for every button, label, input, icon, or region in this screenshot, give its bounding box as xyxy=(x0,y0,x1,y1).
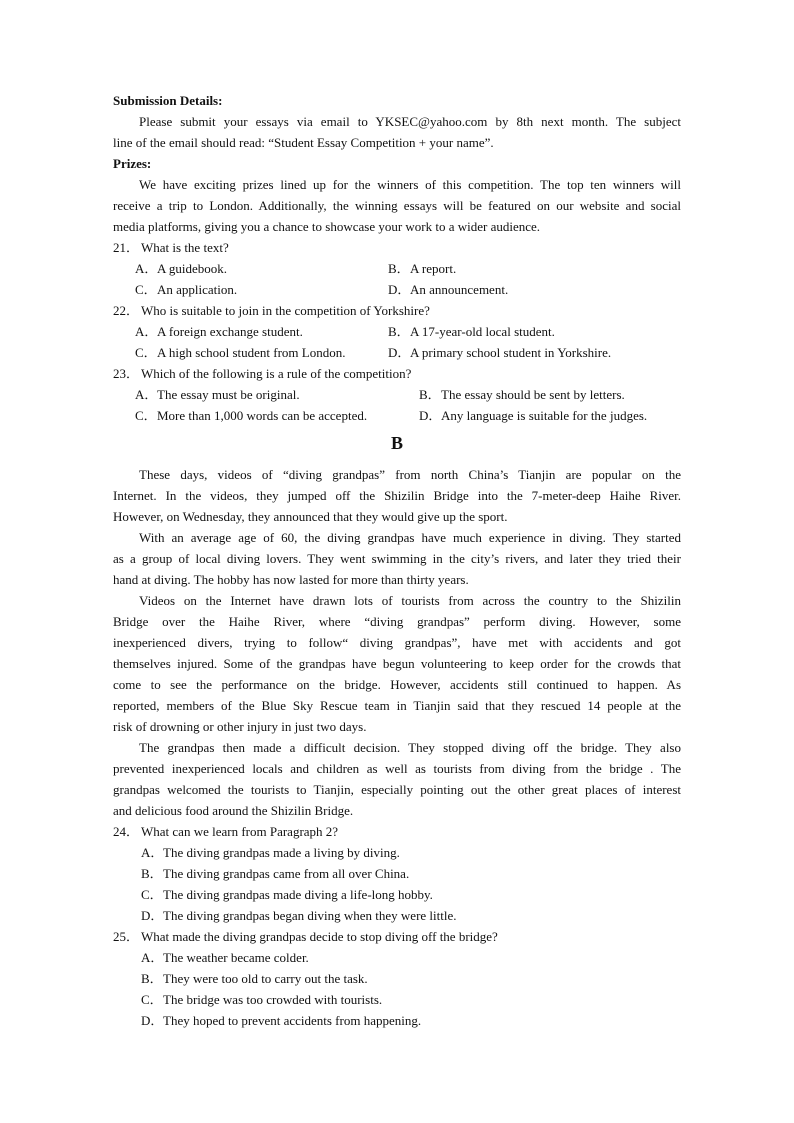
option-text: Any language is suitable for the judges. xyxy=(441,408,648,423)
option-c xyxy=(135,405,367,426)
paragraph-4 xyxy=(113,737,681,821)
option-row xyxy=(113,342,681,363)
option-text: The diving grandpas came from all over China. xyxy=(163,866,410,881)
option-letter: A． xyxy=(141,950,164,965)
question-number: 22． xyxy=(113,303,140,318)
option-text: The weather became colder. xyxy=(163,950,309,965)
section-title: B xyxy=(390,433,403,453)
option-d xyxy=(113,1010,681,1031)
option-text: The diving grandpas began diving when they were little. xyxy=(163,908,457,923)
option-b xyxy=(113,968,681,989)
option-letter: B． xyxy=(388,261,410,276)
paragraph-line: come to see the performance on the bridge. However, accidents still continued to happen. As xyxy=(113,677,681,692)
option-d xyxy=(113,905,681,926)
option-letter: C． xyxy=(135,345,157,360)
question-24 xyxy=(113,821,681,842)
paragraph-line: themselves injured. Some of the grandpas have begun volunteering to keep order for the crowds that xyxy=(113,656,681,671)
prizes-line: receive a trip to London. Additionally, the winning essays will be featured on our website and social xyxy=(113,198,681,213)
paragraph-line: risk of drowning or other injury in just two days. xyxy=(113,719,367,734)
option-letter: C． xyxy=(141,887,163,902)
option-letter: D． xyxy=(388,345,411,360)
option-text: A guidebook. xyxy=(157,261,228,276)
option-text: They hoped to prevent accidents from happening. xyxy=(163,1013,422,1028)
option-letter: B． xyxy=(419,387,441,402)
option-d xyxy=(419,405,647,426)
option-letter: C． xyxy=(135,408,157,423)
paragraph-line: inexperienced divers, trying to follow“ diving grandpas”, have met with accidents and got xyxy=(113,635,681,650)
option-text: The bridge was too crowded with tourists. xyxy=(163,992,383,1007)
option-text: More than 1,000 words can be accepted. xyxy=(157,408,368,423)
question-22 xyxy=(113,300,681,321)
option-row xyxy=(113,321,681,342)
option-text: A foreign exchange student. xyxy=(157,324,303,339)
paragraph-line: These days, videos of “diving grandpas” from north China’s Tianjin are popular on the xyxy=(139,467,681,482)
option-row xyxy=(113,384,681,405)
submission-line: line of the email should read: “Student Essay Competition + your name”. xyxy=(113,135,494,150)
paragraph-line: Videos on the Internet have drawn lots of tourists from across the country to the Shizilin xyxy=(139,593,681,608)
option-text: The diving grandpas made a living by diving. xyxy=(163,845,400,860)
option-letter: C． xyxy=(135,282,157,297)
paragraph-line: With an average age of 60, the diving grandpas have much experience in diving. They started xyxy=(139,530,681,545)
option-b xyxy=(419,384,625,405)
paragraph-line: However, on Wednesday, they announced that they would give up the sport. xyxy=(113,509,508,524)
option-letter: D． xyxy=(419,408,442,423)
question-21 xyxy=(113,237,681,258)
option-text: A primary school student in Yorkshire. xyxy=(410,345,612,360)
option-a xyxy=(135,384,300,405)
prizes-line: media platforms, giving you a chance to showcase your work to a wider audience. xyxy=(113,219,541,234)
prizes-line: We have exciting prizes lined up for the winners of this competition. The top ten winners will xyxy=(139,177,681,192)
option-b xyxy=(388,258,456,279)
submission-line: Please submit your essays via email to YKSEC@yahoo.com by 8th next month. The subject xyxy=(139,114,681,129)
option-letter: D． xyxy=(388,282,411,297)
option-c xyxy=(135,279,237,300)
option-letter: A． xyxy=(141,845,164,860)
question-number: 25． xyxy=(113,929,140,944)
paragraph-line: reported, members of the Blue Sky Rescue team in Tianjin said that they rescued 14 people at the xyxy=(113,698,681,713)
option-text: A report. xyxy=(410,261,457,276)
paragraph-line: The grandpas then made a difficult decision. They stopped diving off the bridge. They also xyxy=(139,740,681,755)
paragraph-line: Bridge over the Haihe River, where “diving grandpas” perform diving. However, some xyxy=(113,614,681,629)
option-d xyxy=(388,342,611,363)
option-letter: C． xyxy=(141,992,163,1007)
paragraph-2 xyxy=(113,527,681,590)
option-letter: A． xyxy=(135,387,158,402)
paragraph-line: Internet. In the videos, they jumped off the Shizilin Bridge into the 7-meter-deep Haihe River. xyxy=(113,488,681,503)
question-number: 24． xyxy=(113,824,140,839)
paragraph-1 xyxy=(113,464,681,527)
paragraph-line: prevented inexperienced locals and children as well as tourists from diving from the bridge . The xyxy=(113,761,681,776)
option-a xyxy=(113,947,681,968)
option-d xyxy=(388,279,508,300)
question-text: What made the diving grandpas decide to stop diving off the bridge? xyxy=(141,929,498,944)
option-text: A high school student from London. xyxy=(157,345,346,360)
option-text: The essay should be sent by letters. xyxy=(441,387,625,402)
question-text: What is the text? xyxy=(141,240,229,255)
paragraph-line: and delicious food around the Shizilin Bridge. xyxy=(113,803,354,818)
option-letter: D． xyxy=(141,1013,164,1028)
option-b xyxy=(388,321,555,342)
option-c xyxy=(113,884,681,905)
option-text: A 17-year-old local student. xyxy=(410,324,555,339)
option-text: An announcement. xyxy=(410,282,509,297)
option-a xyxy=(135,321,303,342)
option-c xyxy=(135,342,346,363)
option-text: The essay must be original. xyxy=(157,387,300,402)
option-text: They were too old to carry out the task. xyxy=(163,971,368,986)
option-text: An application. xyxy=(157,282,238,297)
question-25 xyxy=(113,926,681,947)
option-a xyxy=(113,842,681,863)
option-text: The diving grandpas made diving a life-long hobby. xyxy=(163,887,433,902)
paragraph-3 xyxy=(113,590,681,737)
option-letter: A． xyxy=(135,261,158,276)
question-text: What can we learn from Paragraph 2? xyxy=(141,824,339,839)
paragraph-line: hand at diving. The hobby has now lasted for more than thirty years. xyxy=(113,572,469,587)
option-letter: B． xyxy=(141,971,163,986)
option-row xyxy=(113,279,681,300)
question-number: 21． xyxy=(113,240,140,255)
option-c xyxy=(113,989,681,1010)
option-letter: D． xyxy=(141,908,164,923)
option-letter: B． xyxy=(141,866,163,881)
question-text: Which of the following is a rule of the competition? xyxy=(141,366,412,381)
option-row xyxy=(113,258,681,279)
option-row xyxy=(113,405,681,426)
question-23 xyxy=(113,363,681,384)
document-page xyxy=(113,90,681,1031)
prizes-heading: Prizes: xyxy=(113,156,152,171)
option-letter: B． xyxy=(388,324,410,339)
option-letter: A． xyxy=(135,324,158,339)
paragraph-line: grandpas welcomed the tourists to Tianjin, especially pointing out the other great places of interest xyxy=(113,782,681,797)
question-number: 23． xyxy=(113,366,140,381)
paragraph-line: as a group of local diving lovers. They went swimming in the city’s rivers, and later they tried their xyxy=(113,551,681,566)
question-text: Who is suitable to join in the competition of Yorkshire? xyxy=(141,303,430,318)
option-a xyxy=(135,258,227,279)
submission-heading: Submission Details: xyxy=(113,93,223,108)
option-b xyxy=(113,863,681,884)
